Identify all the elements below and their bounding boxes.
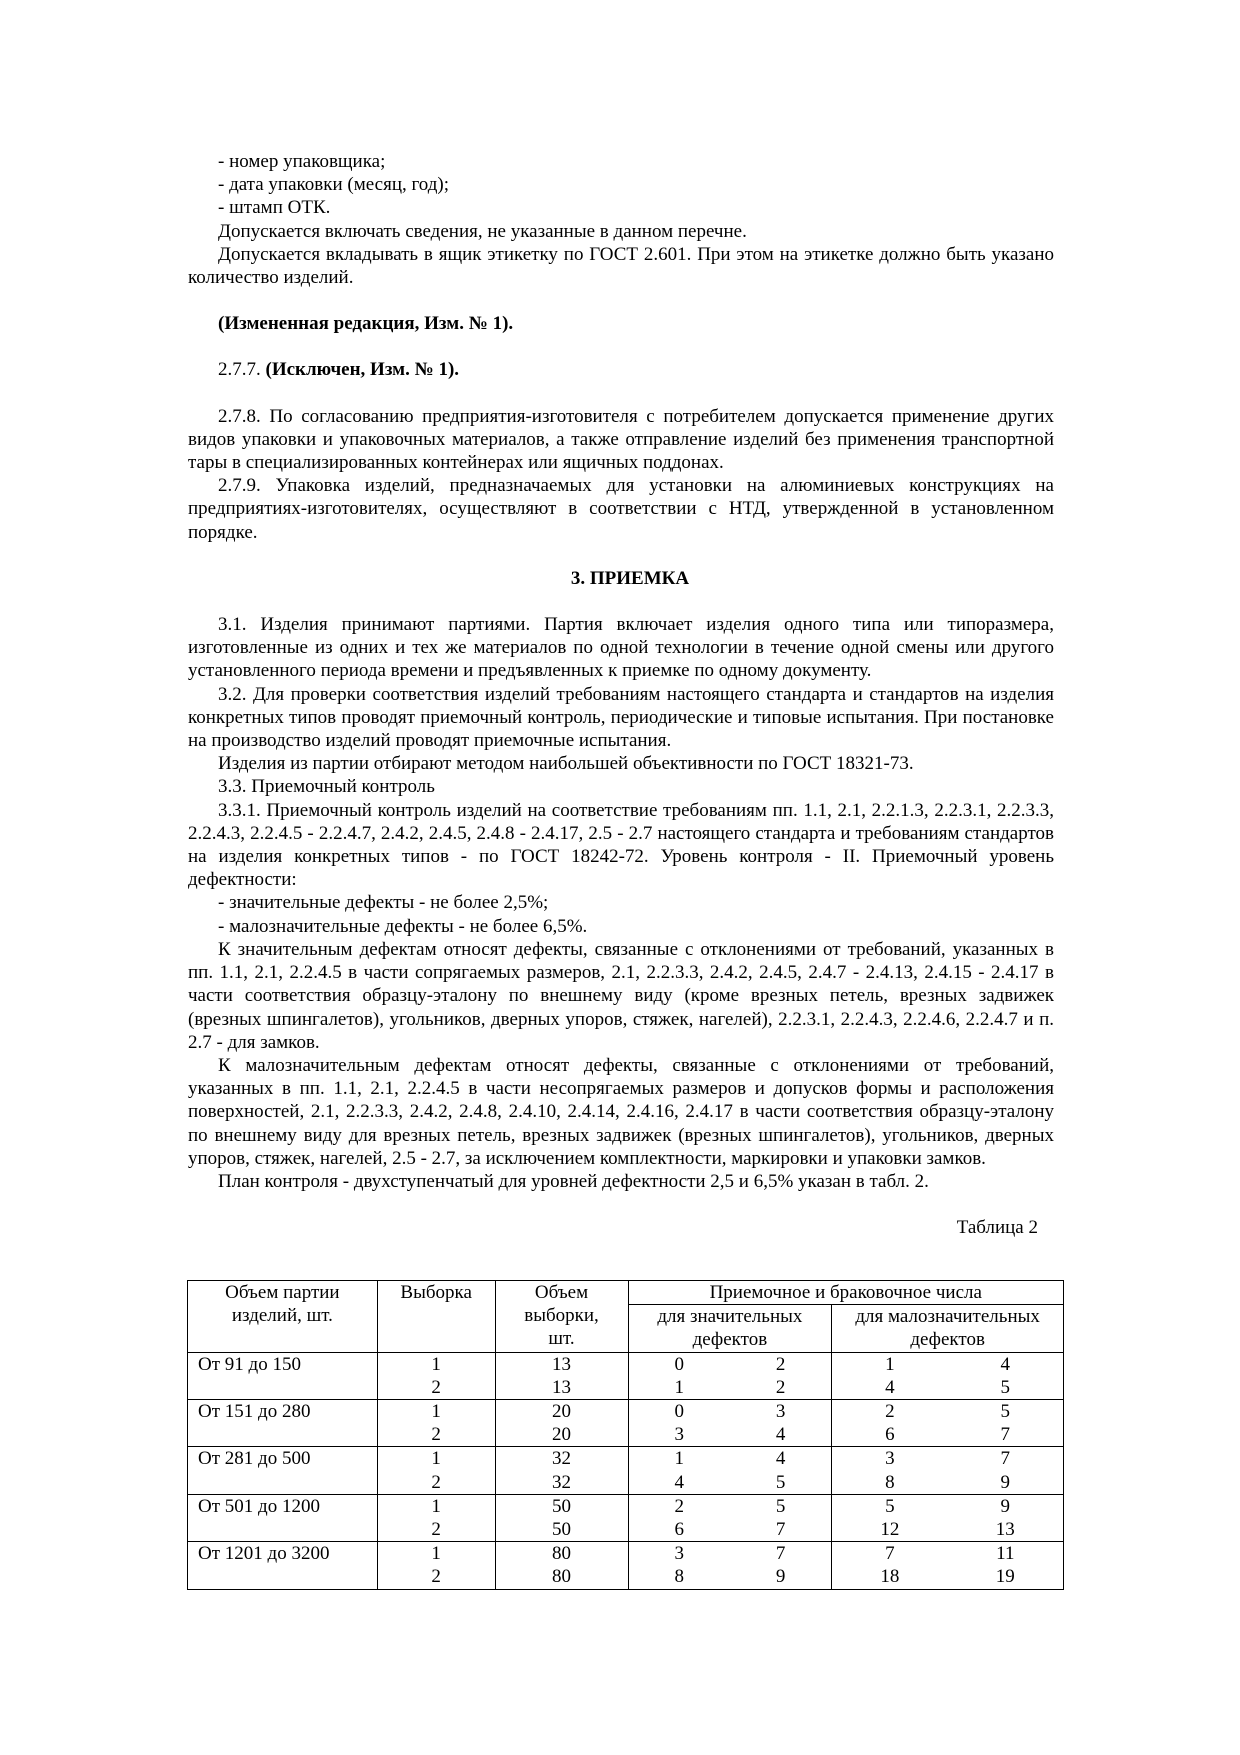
col-header-minor: для малозначительных дефектов <box>832 1305 1064 1352</box>
table-cell: 8 <box>885 1471 895 1493</box>
table-cell: 5 <box>1000 1401 1011 1423</box>
table-cell: 20 <box>552 1401 572 1423</box>
table-row <box>188 1494 1064 1541</box>
table-cell: 2 <box>431 1471 441 1493</box>
clause-excluded-note: (Исключен, Изм. № 1). <box>265 359 460 381</box>
table-cell: 2 <box>431 1376 441 1398</box>
col-header-size: Объем выборки, шт. <box>495 1281 628 1353</box>
table-cell: 2 <box>885 1401 895 1423</box>
table-cell: 7 <box>775 1519 786 1541</box>
table-cell: 7 <box>1000 1424 1011 1446</box>
table-cell: 12 <box>880 1519 900 1541</box>
table-cell: 80 <box>552 1543 572 1565</box>
table-cell: 19 <box>995 1566 1015 1588</box>
table-cell: 8 <box>674 1566 684 1588</box>
section-title: 3. ПРИЕМКА <box>570 567 690 589</box>
table-cell: От 91 до 150 <box>198 1353 301 1375</box>
col-header-numbers: Приемочное и браковочное числа <box>628 1281 1064 1305</box>
table-cell: 2 <box>431 1566 441 1588</box>
table-caption: Таблица 2 <box>956 1217 1038 1239</box>
table-cell: 1 <box>431 1543 441 1565</box>
table-cell: 5 <box>775 1471 786 1493</box>
paragraph: Допускается включать сведения, не указанные в данном перечне. <box>218 220 747 242</box>
list-item: - малозначительные дефекты - не более 6,5%. <box>218 915 588 937</box>
paragraph-minor-defects: К малозначительным дефектам относят дефекты, связанные с отклонениями от требований, указанных в пп. 1.1, 2.1, 2.2.4.5 в части несопрягаемых размеров и допусков формы и расположения поверхностей, 2.1, 2.2.3.3, 2.4.2, 2.4.8, 2.4.10, 2.4.14, 2.4.16, 2.4.17 в части соответствия образцу-эталону по внешнему виду для врезных петель, врезных задвижек (врезных шпингалетов), угольников, дверных упоров, стяжек, нагелей, 2.5 - 2.7, за исключением комплектности, маркировки и упаковки замков. <box>188 1054 1054 1169</box>
document-body <box>188 150 1054 1239</box>
table-cell: 1 <box>885 1353 895 1375</box>
table-cell: 3 <box>775 1401 786 1423</box>
table-row <box>188 1352 1064 1399</box>
table-cell: 2 <box>431 1519 441 1541</box>
table-cell: 9 <box>775 1566 786 1588</box>
table-cell: 13 <box>552 1376 572 1398</box>
table-cell: 7 <box>885 1543 895 1565</box>
table-cell: 3 <box>674 1424 684 1446</box>
list-item: - значительные дефекты - не более 2,5%; <box>218 892 549 914</box>
table-cell: 3 <box>674 1543 684 1565</box>
table-cell: 32 <box>552 1448 572 1470</box>
table-cell: 4 <box>775 1424 786 1446</box>
table-cell: 5 <box>885 1495 895 1517</box>
clause-2-7-9: 2.7.9. Упаковка изделий, предназначаемых для установки на алюминиевых конструкциях на предприятиях-изготовителях, осуществляют в соответствии с НТД, утвержденной в установленном порядке. <box>188 475 1054 543</box>
table-cell: 13 <box>995 1519 1015 1541</box>
table-cell: 18 <box>880 1566 900 1588</box>
table-cell: 5 <box>775 1495 786 1517</box>
table-cell: 4 <box>775 1448 786 1470</box>
table-cell: 32 <box>552 1471 572 1493</box>
table-cell: 1 <box>431 1495 441 1517</box>
col-header-lot: Объем партии изделий, шт. <box>188 1281 378 1353</box>
table-cell: 1 <box>431 1448 441 1470</box>
table-cell: От 151 до 280 <box>198 1401 311 1423</box>
table-cell: 50 <box>552 1519 572 1541</box>
table-body <box>188 1352 1064 1589</box>
paragraph-significant-defects: К значительным дефектам относят дефекты, связанные с отклонениями от требований, указанных в пп. 1.1, 2.1, 2.2.4.5 в части сопрягаемых размеров, 2.1, 2.2.3.3, 2.4.2, 2.4.5, 2.4.7 - 2.4.13, 2.4.15 - 2.4.17 в части соответствия образцу-эталону по внешнему виду (кроме врезных петель, врезных задвижек (врезных шпингалетов), угольников, дверных упоров, стяжек, нагелей), 2.2.3.1, 2.2.4.3, 2.2.4.6, 2.2.4.7 и п. 2.7 - для замков. <box>188 938 1054 1053</box>
table-cell: 4 <box>885 1376 895 1398</box>
table-cell: От 1201 до 3200 <box>198 1543 330 1565</box>
table-cell: 2 <box>775 1376 786 1398</box>
col-header-significant: для значительных дефектов <box>628 1305 832 1352</box>
paragraph: Допускается вкладывать в ящик этикетку по ГОСТ 2.601. При этом на этикетке должно быть указано количество изделий. <box>188 243 1054 289</box>
table-cell: 7 <box>1000 1448 1011 1470</box>
table-cell: 4 <box>1000 1353 1011 1375</box>
table-row <box>188 1400 1064 1447</box>
table-cell: От 501 до 1200 <box>198 1495 320 1517</box>
table-cell: 11 <box>996 1543 1015 1565</box>
table-cell: 2 <box>431 1424 441 1446</box>
amendment-note: (Измененная редакция, Изм. № 1). <box>218 313 514 335</box>
table-cell: 50 <box>552 1495 572 1517</box>
table-cell: 4 <box>674 1471 684 1493</box>
table-cell: 5 <box>1000 1376 1011 1398</box>
table-cell: 6 <box>674 1519 684 1541</box>
table-cell: 20 <box>552 1424 572 1446</box>
paragraph-control-plan: План контроля - двухступенчатый для уровней дефектности 2,5 и 6,5% указан в табл. 2. <box>218 1170 929 1192</box>
clause-number: 2.7.7. <box>218 359 266 381</box>
paragraph: Изделия из партии отбирают методом наибольшей объективности по ГОСТ 18321-73. <box>218 753 914 775</box>
table-cell: 80 <box>552 1566 572 1588</box>
col-header-sample: Выборка <box>377 1281 495 1353</box>
list-item: - штамп ОТК. <box>218 197 331 219</box>
list-item: - номер упаковщика; <box>218 151 386 172</box>
table-cell: 9 <box>1000 1495 1011 1517</box>
table-cell: 1 <box>674 1376 684 1398</box>
table-cell: 2 <box>775 1353 786 1375</box>
table-cell: 3 <box>885 1448 895 1470</box>
table-cell: 13 <box>552 1353 572 1375</box>
table-cell: 1 <box>431 1353 441 1375</box>
table-cell: 0 <box>674 1353 684 1375</box>
table-row <box>188 1542 1064 1589</box>
table-cell: 7 <box>775 1543 786 1565</box>
table-cell: 6 <box>885 1424 895 1446</box>
clause-3-1: 3.1. Изделия принимают партиями. Партия включает изделия одного типа или типоразмера, изготовленные из одних и тех же материалов по одной технологии в течение одной смены или другого установленного периода времени и предъявленных к приемке по одному документу. <box>188 614 1054 682</box>
table-row <box>188 1447 1064 1494</box>
clause-3-3: 3.3. Приемочный контроль <box>218 776 435 798</box>
clause-2-7-7 <box>188 358 1054 381</box>
table-cell: 9 <box>1000 1471 1011 1493</box>
clause-3-3-1: 3.3.1. Приемочный контроль изделий на соответствие требованиям пп. 1.1, 2.1, 2.2.1.3, 2.2.3.1, 2.2.3.3, 2.2.4.3, 2.2.4.5 - 2.2.4.7, 2.4.2, 2.4.5, 2.4.8 - 2.4.17, 2.5 - 2.7 настоящего стандарта и требованиям стандартов на изделия конкретных типов - по ГОСТ 18242-72. Уровень контроля - II. Приемочный уровень дефектности: <box>188 799 1054 891</box>
table-cell: 1 <box>674 1448 684 1470</box>
table-cell: От 281 до 500 <box>198 1448 311 1470</box>
table-cell: 1 <box>431 1401 441 1423</box>
clause-3-2: 3.2. Для проверки соответствия изделий требованиям настоящего стандарта и стандартов на изделия конкретных типов проводят приемочный контроль, периодические и типовые испытания. При постановке на производство изделий проводят приемочные испытания. <box>188 683 1054 752</box>
list-item: - дата упаковки (месяц, год); <box>218 174 450 196</box>
table-cell: 2 <box>674 1495 684 1517</box>
acceptance-table <box>187 1280 1064 1590</box>
table-cell: 0 <box>674 1401 684 1423</box>
clause-2-7-8: 2.7.8. По согласованию предприятия-изготовителя с потребителем допускается применение других видов упаковки и упаковочных материалов, а также отправление изделий без применения транспортной тары в специализированных контейнерах или ящичных поддонах. <box>188 405 1054 474</box>
